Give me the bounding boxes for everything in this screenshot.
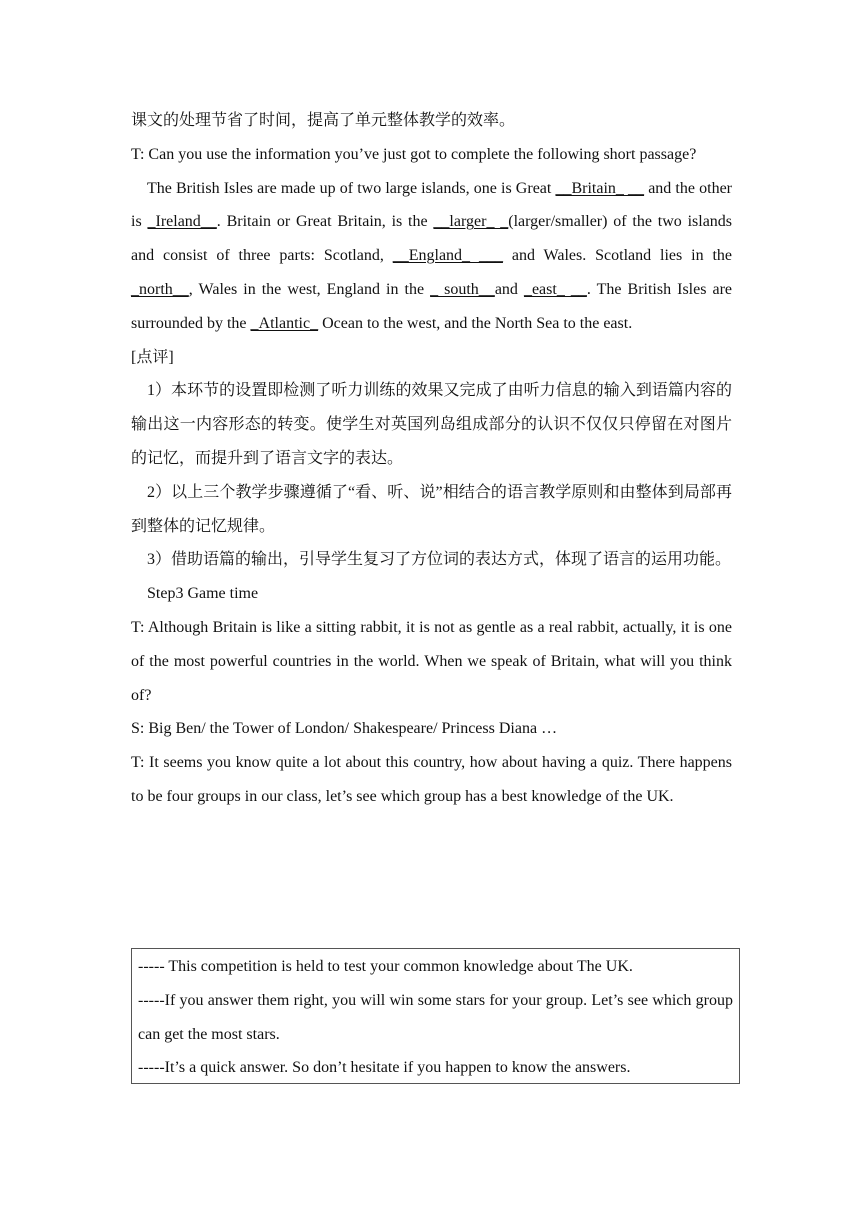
teacher-line-2: T: It seems you know quite a lot about this country, how about having a quiz. There happens to be four groups in our class, let’s see which group has a best knowledge of the UK. xyxy=(131,754,732,805)
document-body xyxy=(131,104,732,814)
blank-answer-east: _east_ __ xyxy=(523,280,587,298)
blank-answer-ireland: _Ireland__ xyxy=(147,213,217,231)
blank-answer-atlantic: _Atlantic_ xyxy=(250,314,319,332)
blank-answer-south: _ south__ xyxy=(430,280,495,298)
passage-text: . The British Isles are surrounded by the xyxy=(131,280,733,332)
passage-text: and xyxy=(494,280,524,298)
passage-text: Ocean to the west, and the North Sea to the east. xyxy=(318,314,633,332)
fill-in-passage xyxy=(131,172,732,341)
passage-text: . Britain or Great Britain, is the xyxy=(216,213,434,231)
comment-point-1: 1）本环节的设置即检测了听力训练的效果又完成了由听力信息的输入到语篇内容的输出这一内容形态的转变。使学生对英国列岛组成部分的认识不仅仅只停留在对图片的记忆，而提升到了语言文字的表达。 xyxy=(131,382,732,467)
comment-point-3: 3）借助语篇的输出，引导学生复习了方位词的表达方式，体现了语言的运用功能。 xyxy=(147,551,732,569)
passage-text: , Wales in the west, England in the xyxy=(188,280,431,298)
blank-answer-larger: __larger_ _ xyxy=(433,213,509,231)
step-heading: Step3 Game time xyxy=(147,585,259,603)
blank-answer-britain: __Britain_ __ xyxy=(555,179,645,197)
student-line: S: Big Ben/ the Tower of London/ Shakespeare/ Princess Diana … xyxy=(131,720,558,738)
comment-point-2: 2）以上三个教学步骤遵循了“看、听、说”相结合的语言教学原则和由整体到局部再到整体的记忆规律。 xyxy=(131,483,732,535)
blank-answer-england: __England_ ___ xyxy=(392,247,503,265)
passage-text: The British Isles are made up of two large islands, one is Great xyxy=(147,179,556,197)
rules-box xyxy=(131,948,740,1084)
teacher-line-1: T: Although Britain is like a sitting rabbit, it is not as gentle as a real rabbit, actually, it is one of the most powerful countries in the world. When we speak of Britain, what will you think of? xyxy=(131,618,732,704)
comment-heading: [点评] xyxy=(131,348,174,366)
passage-text: (larger/smaller) of the two islands and consist of three parts: Scotland, xyxy=(131,213,733,265)
rule-3: -----It’s a quick answer. So don’t hesitate if you happen to know the answers. xyxy=(138,1059,631,1077)
rule-2: -----If you answer them right, you will win some stars for your group. Let’s see which group can get the most stars. xyxy=(138,991,733,1043)
passage-text: and the other is xyxy=(131,179,732,231)
intro-line: 课文的处理节省了时间，提高了单元整体教学的效率。 xyxy=(131,112,516,129)
teacher-prompt: T: Can you use the information you’ve just got to complete the following short passage? xyxy=(131,145,697,163)
blank-answer-north: _north__ xyxy=(131,280,189,298)
rule-1: ----- This competition is held to test your common knowledge about The UK. xyxy=(138,958,633,975)
passage-text: and Wales. Scotland lies in the xyxy=(502,247,733,265)
